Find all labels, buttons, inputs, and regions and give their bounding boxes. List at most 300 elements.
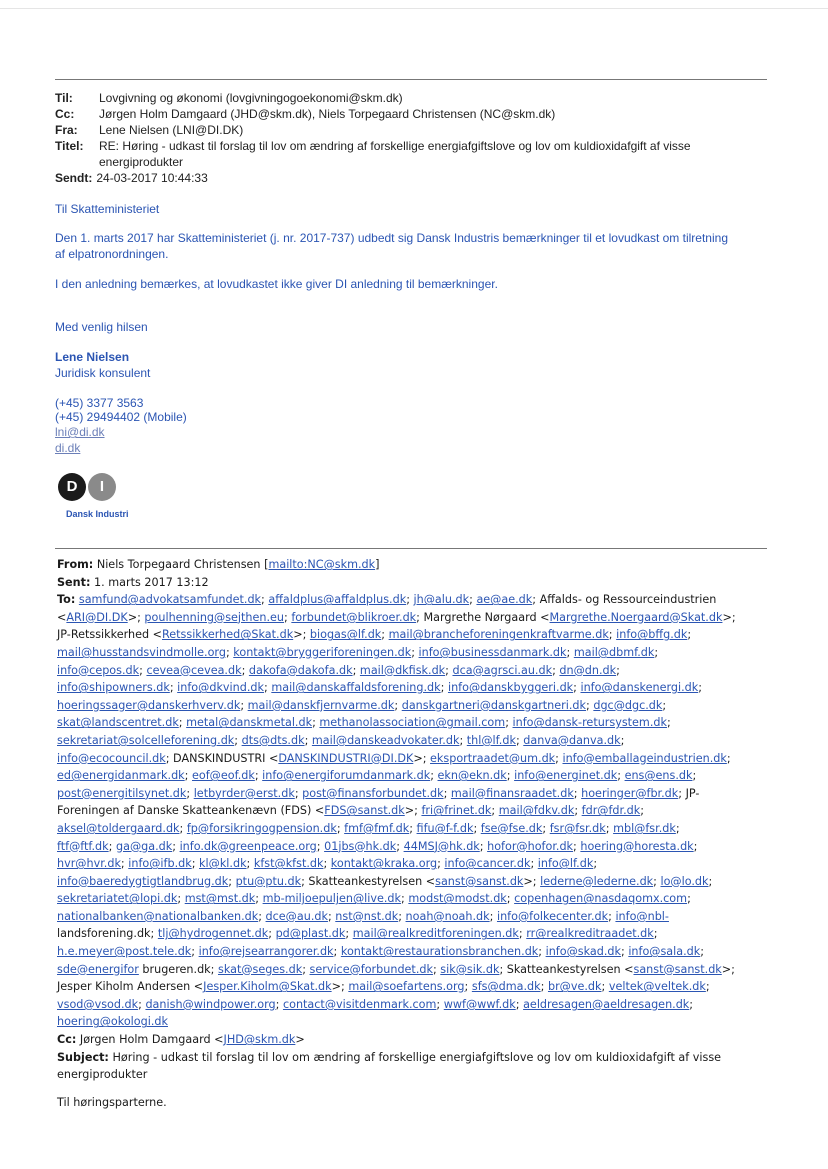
recipient-email-link[interactable]: h.e.meyer@post.tele.dk [57,945,192,959]
recipient-text: ; [437,857,445,871]
titel-label: Titel: [55,139,84,153]
signature-mobile: (+45) 29494402 (Mobile) [55,410,187,424]
recipient-email-link[interactable]: fsr@fsr.dk [549,821,606,835]
fwd-to-line [57,716,671,729]
recipient-email-link[interactable]: info@folkecenter.dk [496,909,609,923]
recipient-text: ; [700,945,705,959]
recipient-email-link[interactable]: info@shipowners.dk [57,681,170,695]
recipient-address: <Margrethe.Noergaard@Skat.dk> [540,610,732,624]
fwd-to-line [57,892,691,905]
recipient-text: ; [473,821,481,835]
recipient-email-link[interactable]: Retssikkerhed@Skat.dk [162,628,294,642]
recipient-address: <ARI@DI.DK> [57,610,138,624]
header-row-sendt [55,170,767,186]
recipient-text: ; [186,786,194,800]
recipient-email-link[interactable]: veltek@veltek.dk [608,980,706,994]
recipient-text: ; [411,645,419,659]
recipient-email-link[interactable]: hvr@hvr.dk [57,857,121,871]
recipient-email-link[interactable]: skat@landscentret.dk [57,716,179,730]
signature-email-link[interactable]: lni@di.dk [55,425,105,439]
recipient-email-link[interactable]: mail@brancheforeningenkraftvarme.dk [388,628,609,642]
recipient-email-link[interactable]: ptu@ptu.dk [235,874,302,888]
recipient-email-link[interactable]: rr@realkreditraadet.dk [526,927,654,941]
recipient-text: ; [654,645,659,659]
logo-i-circle: I [88,473,116,501]
paragraph-1: Den 1. marts 2017 har Skatteministeriet (j. nr. 2017-737) udbedt sig Dansk Industris bemærkninger til et lovudkast om tilretning af elpatronordningen. [55,231,728,261]
recipient-email-link[interactable]: mail@danskeadvokater.dk [311,733,460,747]
logo-name: Dansk Industri [66,509,129,519]
recipient-text: ; [489,909,497,923]
recipient-email-link[interactable]: mail@husstandsvindmolle.org [57,645,226,659]
recipient-text: ; [191,945,199,959]
recipient-email-link[interactable]: kontakt@kraka.org [330,857,438,871]
recipient-email-link[interactable]: sekretariat@solcelleforening.dk [57,733,235,747]
fwd-to-line [57,998,693,1011]
titel-line-2: energiprodukter [99,155,184,169]
recipient-text: ; [254,769,263,783]
signature-phone: (+45) 3377 3563 [55,396,144,410]
recipient-text: ; [398,909,406,923]
recipient-email-link[interactable]: info@lf.dk [537,857,594,871]
header-row-titel [55,138,767,170]
recipient-text: Jesper Kiholm Andersen [57,980,194,994]
recipient-email-link[interactable]: cevea@cevea.dk [146,663,242,677]
fwd-from-name: Niels Torpegaard Christensen [ [96,558,269,571]
recipient-email-link[interactable]: thl@lf.dk [466,733,516,747]
signature-web-link[interactable]: di.dk [55,441,81,455]
recipient-text: ; [394,698,402,712]
recipient-email-link[interactable]: info@bffg.dk [616,628,688,642]
fwd-subject-row [57,1049,762,1084]
recipient-text: ; [574,804,582,818]
recipient-email-link[interactable]: poulhenning@sejthen.eu [144,610,285,624]
recipient-text: ; [169,681,178,695]
recipient-email-link[interactable]: sanst@sanst.dk [633,962,722,976]
recipient-text: ; [345,927,353,941]
recipient-text: ; [138,997,146,1011]
recipient-email-link[interactable]: dts@dts.dk [241,733,305,747]
recipient-email-link[interactable]: 01jbs@hk.dk [324,839,397,853]
fwd-to-line [57,664,620,677]
di-logo [58,473,148,523]
recipient-text: ; [620,733,625,747]
recipient-text: ; [692,769,697,783]
recipient-text: ; DANSKINDUSTRI [165,751,269,765]
recipient-text: ; JP- [678,786,700,800]
recipient-text: ; [341,980,349,994]
recipient-email-link[interactable]: mail@dkfisk.dk [359,663,446,677]
recipient-email-link[interactable]: info@sala.dk [628,945,701,959]
recipient-email-link[interactable]: fmf@fmf.dk [344,821,410,835]
recipient-text: ; [538,945,546,959]
recipient-text: ; [515,733,524,747]
recipient-email-link[interactable]: info@dansk-retursystem.dk [512,716,667,730]
recipient-text: ; [726,751,731,765]
recipient-email-link[interactable]: fdr@fdr.dk [581,804,641,818]
recipient-email-link[interactable]: biogas@lf.dk [309,628,382,642]
recipient-text: brugeren.dk; [138,962,218,976]
recipient-text: ; [617,769,625,783]
recipient-text: ; [586,698,594,712]
recipient-text: ; [137,610,145,624]
recipient-text: ; [225,645,234,659]
recipient-email-link[interactable]: ae@ae.dk [476,593,533,607]
header-separator [55,79,767,80]
recipient-email-link[interactable]: info@energinet.dk [514,769,618,783]
recipient-email-link[interactable]: info@energiforumdanmark.dk [262,769,431,783]
recipient-text: ; [491,804,499,818]
header-row-fra [55,122,767,138]
recipient-address: <Retssikkerhed@Skat.dk> [152,628,303,642]
recipient-text: ; [662,698,667,712]
recipient-text: ; Skatteankestyrelsen [499,962,625,976]
recipient-email-link[interactable]: ekn@ekn.dk [437,769,507,783]
recipient-text: ; [689,997,694,1011]
recipient-text: Foreningen af Danske Skatteankenævn (FDS) [57,804,315,818]
recipient-email-link[interactable]: mb-miljoepuljen@live.dk [262,892,402,906]
cc-label: Cc: [55,107,75,121]
recipient-email-link[interactable]: kontakt@restaurationsbranchen.dk [340,945,539,959]
recipient-email-link[interactable]: info@skad.dk [545,945,621,959]
recipient-email-link[interactable]: modst@modst.dk [408,892,507,906]
fwd-cc-label: Cc: [57,1033,77,1047]
recipient-text: ; [505,716,513,730]
recipient-email-link[interactable]: hoering@horesta.dk [580,839,694,853]
recipient-email-link[interactable]: vsod@vsod.dk [57,997,139,1011]
fwd-from-link[interactable]: mailto:NC@skm.dk [268,558,376,571]
fwd-to-line [57,734,624,747]
recipient-text: ; [532,874,541,888]
recipient-email-link[interactable]: hoeringssager@danskerhverv.dk [57,698,241,712]
recipient-address: <Jesper.Kiholm@Skat.dk> [193,980,341,994]
recipient-email-link[interactable]: ARI@DI.DK [66,610,128,624]
recipient-text: ; [464,980,472,994]
fwd-closing: Til høringsparterne. [57,1096,167,1109]
recipient-text: ; [608,909,616,923]
recipient-text: ; [302,962,310,976]
recipient-email-link[interactable]: sanst@sanst.dk [435,874,524,888]
recipient-text: ; [312,716,320,730]
recipient-email-link[interactable]: kl@kl.dk [199,857,247,871]
recipient-email-link[interactable]: post@energitilsynet.dk [57,786,187,800]
recipient-address: <sanst@sanst.dk> [624,962,732,976]
recipient-email-link[interactable]: nst@nst.dk [335,909,399,923]
signature-title: Juridisk konsulent [55,366,151,380]
fwd-cc-row [57,1031,762,1049]
recipient-text: ; [698,681,702,695]
recipient-email-link[interactable]: info@ifb.dk [128,857,192,871]
fwd-subject-label: Subject: [57,1050,109,1064]
recipient-email-link[interactable]: info@ecocouncil.dk [57,751,166,765]
fra-label: Fra: [55,123,78,137]
recipient-email-link[interactable]: tlj@hydrogennet.dk [157,927,269,941]
recipient-text: ; [601,980,609,994]
recipient-text: ; [616,663,620,677]
recipient-email-link[interactable]: lederne@lederne.dk [540,874,654,888]
fwd-to-line [57,875,712,888]
fwd-to-line [57,945,704,958]
recipient-email-link[interactable]: mail@danskfjernvarme.dk [247,698,395,712]
recipient-email-link[interactable]: danskgartneri@danskgartneri.dk [401,698,587,712]
recipient-email-link[interactable]: sik@sik.dk [440,962,500,976]
recipient-email-link[interactable]: Jesper.Kiholm@Skat.dk [203,980,332,994]
fwd-to-line [57,611,736,624]
recipient-email-link[interactable]: info@rejsearrangorer.dk [198,945,334,959]
signature-name: Lene Nielsen [55,350,130,364]
recipient-text: ; [443,786,451,800]
recipient-text: ; [593,857,598,871]
fwd-cc-link[interactable]: JHD@skm.dk [223,1033,296,1047]
til-label: Til: [55,91,73,105]
recipient-text: ; [177,892,185,906]
recipient-email-link[interactable]: dakofa@dakofa.dk [248,663,353,677]
recipient-text: ; [542,821,550,835]
recipient-email-link[interactable]: fse@fse.dk [480,821,543,835]
recipient-email-link[interactable]: post@finansforbundet.dk [302,786,444,800]
recipient-email-link[interactable]: mail@danskaffaldsforening.dk [271,681,441,695]
recipient-email-link[interactable]: hoeringer@fbr.dk [581,786,679,800]
fwd-to-line [57,681,702,694]
recipient-text: ; [479,839,488,853]
recipient-text: ; [316,839,325,853]
fwd-sent-value: 1. marts 2017 13:12 [94,575,209,589]
recipient-email-link[interactable]: sekretariatet@lopi.dk [57,892,178,906]
recipient-text: ; [261,593,269,607]
fwd-to-block [57,591,762,1031]
fwd-to-line [57,804,644,817]
recipient-email-link[interactable]: fp@forsikringogpension.dk [186,821,337,835]
recipient-email-link[interactable]: aeldresagen@aeldresagen.dk [523,997,690,1011]
recipient-text: ; [687,892,691,906]
recipient-email-link[interactable]: info@danskenergi.dk [580,681,699,695]
recipient-text: ; [294,786,303,800]
recipient-text: ; [459,733,467,747]
recipient-email-link[interactable]: kfst@kfst.dk [253,857,324,871]
recipient-text: ; [139,663,147,677]
forward-separator [55,548,767,549]
recipient-email-link[interactable]: dn@dn.dk [559,663,617,677]
recipient-text: ; [327,909,336,923]
recipient-email-link[interactable]: mbl@fsr.dk [613,821,676,835]
recipient-email-link[interactable]: dgc@dgc.dk [593,698,663,712]
recipient-text: ; [518,927,527,941]
recipient-text: ; [263,681,272,695]
recipient-email-link[interactable]: info.dk@greenpeace.org [179,839,317,853]
recipient-address: <DANSKINDUSTRI@DI.DK> [268,751,423,765]
recipient-email-link[interactable]: info@nbl- [615,909,669,923]
recipient-text: ; [184,769,192,783]
recipient-email-link[interactable]: methanolassociation@gmail.com [319,716,506,730]
recipient-email-link[interactable]: kontakt@bryggeriforeningen.dk [233,645,412,659]
recipient-text: ; [422,751,431,765]
archive-header [55,90,767,186]
recipient-email-link[interactable]: metal@danskmetal.dk [186,716,313,730]
recipient-email-link[interactable]: affaldplus@affaldplus.dk [268,593,407,607]
recipient-email-link[interactable]: hofor@hofor.dk [487,839,574,853]
recipient-text: ; [172,839,180,853]
recipient-email-link[interactable]: mail@soefartens.org [348,980,465,994]
recipient-email-link[interactable]: fifu@f-f.dk [416,821,474,835]
recipient-text: ; Margrethe Nørgaard [416,610,541,624]
header-row-til [55,90,767,106]
recipient-text: ; [401,892,409,906]
recipient-email-link[interactable]: info@danskbyggeri.dk [447,681,574,695]
recipient-text: ; [241,663,249,677]
recipient-email-link[interactable]: info@baeredygtigtlandbrug.dk [57,874,229,888]
closing-greeting: Med venlig hilsen [55,320,148,334]
recipient-email-link[interactable]: DANSKINDUSTRI@DI.DK [278,751,414,765]
recipient-email-link[interactable]: wwf@wwf.dk [443,997,516,1011]
fwd-from-end: ] [375,558,380,571]
recipient-email-link[interactable]: lo@lo.dk [660,874,709,888]
fwd-to-line [57,840,697,853]
recipient-text: ; [573,786,582,800]
fwd-to-line [57,857,597,870]
fwd-to-line [57,1015,168,1028]
recipient-email-link[interactable]: samfund@advokatsamfundet.dk [78,593,262,607]
recipient-email-link[interactable]: contact@visitdenmark.com [282,997,437,1011]
recipient-text: ; [381,628,389,642]
recipient-text: ; [414,804,422,818]
recipient-email-link[interactable]: mail@realkreditforeningen.dk [352,927,519,941]
recipient-text: ; [540,980,548,994]
recipient-email-link[interactable]: FDS@sanst.dk [324,804,405,818]
recipient-email-link[interactable]: mst@mst.dk [184,892,256,906]
recipient-email-link[interactable]: copenhagen@nasdaqomx.com [514,892,688,906]
recipient-email-link[interactable]: danish@windpower.org [145,997,276,1011]
recipient-email-link[interactable]: pd@plast.dk [275,927,346,941]
recipient-email-link[interactable]: mail@dbmf.dk [573,645,655,659]
titel-value [99,138,767,170]
forwarded-message [57,556,762,1084]
fwd-to-recipients [57,593,736,1028]
recipient-email-link[interactable]: info@cepos.dk [57,663,140,677]
recipient-email-link[interactable]: danva@danva.dk [523,733,621,747]
til-value: Lovgivning og økonomi (lovgivningogoekonomi@skm.dk) [99,91,403,105]
recipient-text: ; [530,857,538,871]
recipient-email-link[interactable]: aksel@toldergaard.dk [57,821,180,835]
fwd-sent-label: Sent: [57,575,91,589]
recipient-email-link[interactable]: info@dkvind.dk [177,681,264,695]
logo-d-circle: D [58,473,86,501]
recipient-text: ; [620,945,629,959]
recipient-text: ; [396,839,404,853]
recipient-email-link[interactable]: info@emballageindustrien.dk [562,751,727,765]
recipient-email-link[interactable]: letbyrder@erst.dk [193,786,295,800]
recipient-email-link[interactable]: hoering@okologi.dk [57,1015,168,1029]
recipient-email-link[interactable]: jh@alu.dk [413,593,470,607]
recipient-email-link[interactable]: dce@au.dk [265,909,328,923]
recipient-text: ; [731,962,735,976]
recipient-text: ; [275,997,283,1011]
recipient-text: ; [268,927,276,941]
recipient-text: ; [506,892,515,906]
recipient-email-link[interactable]: eof@eof.dk [192,769,255,783]
fwd-sent-row [57,574,762,592]
recipient-text: ; [608,628,617,642]
recipient-email-link[interactable]: Margrethe.Noergaard@Skat.dk [549,610,723,624]
fwd-to-line [57,769,696,782]
recipient-email-link[interactable]: ftf@ftf.dk [57,839,109,853]
recipient-email-link[interactable]: ga@ga.dk [115,839,173,853]
greeting: Til Skatteministeriet [55,202,160,216]
recipient-address: <FDS@sanst.dk> [314,804,415,818]
recipient-text: ; [336,821,345,835]
fwd-to-line [57,787,699,800]
fwd-to-line [57,927,658,940]
recipient-email-link[interactable]: info@cancer.dk [444,857,531,871]
recipient-email-link[interactable]: noah@noah.dk [405,909,490,923]
fra-value: Lene Nielsen (LNI@DI.DK) [99,123,244,137]
recipient-text: ; [436,997,444,1011]
recipient-text: ; [506,769,515,783]
fwd-to-line [79,593,716,606]
recipient-text: ; [255,892,263,906]
recipient-email-link[interactable]: sfs@dma.dk [471,980,541,994]
recipient-text: ; [605,821,614,835]
recipient-text: ; [566,645,574,659]
recipient-email-link[interactable]: fri@frinet.dk [421,804,492,818]
recipient-text: JP-Retssikkerhed [57,628,153,642]
recipient-text: ; [666,716,671,730]
recipient-text: ; [693,839,698,853]
fwd-to-line [57,963,735,976]
fwd-cc-name: Jørgen Holm Damgaard < [79,1033,224,1047]
recipient-text: ; Skatteankestyrelsen [301,874,426,888]
recipient-text: ; [406,593,414,607]
recipient-email-link[interactable]: sde@energifor [57,962,139,976]
recipient-email-link[interactable]: info@businessdanmark.dk [418,645,567,659]
recipient-text: ; [653,874,661,888]
recipient-text: ; [191,857,200,871]
recipient-email-link[interactable]: br@ve.dk [547,980,602,994]
recipient-text: ; [228,874,236,888]
recipient-text: ; [333,945,341,959]
fwd-subject-line-2: energiprodukter [57,1068,148,1082]
recipient-text: ; [573,839,581,853]
recipient-text: ; [687,628,692,642]
fwd-to-line [57,910,669,923]
recipient-text: ; [179,821,187,835]
fwd-to-line [57,980,710,993]
recipient-text: ; [409,821,417,835]
recipient-text: ; [304,733,312,747]
recipient-email-link[interactable]: ed@energidanmark.dk [57,769,185,783]
recipient-email-link[interactable]: ens@ens.dk [624,769,693,783]
recipient-text: ; [555,751,563,765]
recipient-email-link[interactable]: service@forbundet.dk [309,962,433,976]
recipient-email-link[interactable]: skat@seges.dk [217,962,303,976]
recipient-email-link[interactable]: nationalbanken@nationalbanken.dk [57,909,259,923]
recipient-email-link[interactable]: mail@finansraadet.dk [450,786,574,800]
recipient-text: ; Affalds- og Ressourceindustrien [532,593,717,607]
recipient-email-link[interactable]: mail@fdkv.dk [498,804,575,818]
recipient-email-link[interactable]: 44MSJ@hk.dk [403,839,480,853]
recipient-text: ; [675,821,680,835]
sendt-value: 24-03-2017 10:44:33 [96,171,208,185]
recipient-text: ; [352,663,360,677]
recipient-text: ; [178,716,187,730]
fwd-to-line [57,628,691,641]
recipient-text: ; [640,804,645,818]
recipient-text: ; [120,857,129,871]
recipient-text: ; [552,663,560,677]
recipient-email-link[interactable]: dca@agrsci.au.dk [452,663,553,677]
fwd-to-line [57,822,680,835]
recipient-email-link[interactable]: eksportraadet@um.dk [430,751,556,765]
recipient-text: ; [284,610,292,624]
recipient-email-link[interactable]: forbundet@blikroer.dk [291,610,417,624]
